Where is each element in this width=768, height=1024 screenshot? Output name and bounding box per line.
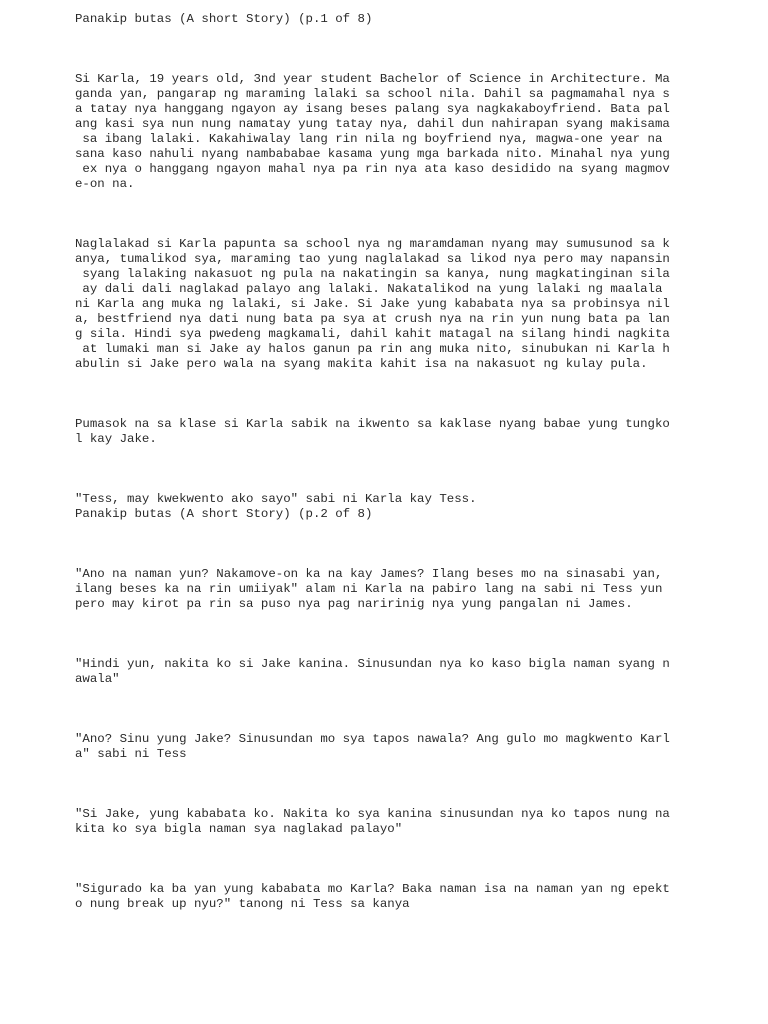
paragraph-1: [75, 72, 695, 192]
text-line: "Ano na naman yun? Nakamove-on ka na kay James? Ilang beses mo na sinasabi yan,: [75, 567, 663, 581]
text-line: ex nya o hanggang ngayon mahal nya pa rin nya ata kaso desidido na syang magmov: [75, 162, 670, 176]
paragraph-7: [75, 732, 695, 762]
paragraph-3: [75, 417, 695, 447]
text-line: "Si Jake, yung kababata ko. Nakita ko sya kanina sinusundan nya ko tapos nung na: [75, 807, 670, 821]
document-page: [75, 12, 695, 912]
text-line: "Hindi yun, nakita ko si Jake kanina. Sinusundan nya ko kaso bigla naman syang n: [75, 657, 670, 671]
text-line: Si Karla, 19 years old, 3nd year student Bachelor of Science in Architecture. Ma: [75, 72, 670, 86]
text-line: at lumaki man si Jake ay halos ganun pa rin ang muka nito, sinubukan ni Karla h: [75, 342, 670, 356]
page-header-1: Panakip butas (A short Story) (p.1 of 8): [75, 12, 373, 26]
text-line: sa ibang lalaki. Kakahiwalay lang rin nila ng boyfriend nya, magwa-one year na: [75, 132, 663, 146]
paragraph-2: [75, 237, 695, 372]
text-line: ay dali dali naglakad palayo ang lalaki. Nakatalikod na yung lalaki ng maalala: [75, 282, 663, 296]
text-line: awala": [75, 672, 120, 686]
text-line: anya, tumalikod sya, maraming tao yung naglalakad sa likod nya pero may napansin: [75, 252, 670, 266]
text-line: "Ano? Sinu yung Jake? Sinusundan mo sya tapos nawala? Ang gulo mo magkwento Karl: [75, 732, 670, 746]
text-line: ganda yan, pangarap ng maraming lalaki sa school nila. Dahil sa pagmamahal nya s: [75, 87, 670, 101]
page-header-2: Panakip butas (A short Story) (p.2 of 8): [75, 507, 373, 521]
text-line: pero may kirot pa rin sa puso nya pag naririnig nya yung pangalan ni James.: [75, 597, 633, 611]
paragraph-4: [75, 492, 695, 507]
text-line: a, bestfriend nya dati nung bata pa sya at crush nya na rin yun nung bata pa lan: [75, 312, 670, 326]
paragraph-6: [75, 657, 695, 687]
paragraph-8: [75, 807, 695, 837]
text-line: abulin si Jake pero wala na syang makita kahit isa na nakasuot ng kulay pula.: [75, 357, 648, 371]
text-line: syang lalaking nakasuot ng pula na nakatingin sa kanya, nung magkatinginan sila: [75, 267, 670, 281]
text-line: "Sigurado ka ba yan yung kababata mo Karla? Baka naman isa na naman yan ng epekt: [75, 882, 670, 896]
paragraph-5: [75, 567, 695, 612]
text-line: a" sabi ni Tess: [75, 747, 187, 761]
paragraph-9: [75, 882, 695, 912]
text-line: kita ko sya bigla naman sya naglakad palayo": [75, 822, 403, 836]
text-line: sana kaso nahuli nyang nambababae kasama yung mga barkada nito. Minahal nya yung: [75, 147, 670, 161]
text-line: ilang beses ka na rin umiiyak" alam ni Karla na pabiro lang na sabi ni Tess yun: [75, 582, 663, 596]
text-line: e-on na.: [75, 177, 135, 191]
text-line: "Tess, may kwekwento ako sayo" sabi ni Karla kay Tess.: [75, 492, 477, 506]
text-line: a tatay nya hanggang ngayon ay isang beses palang sya nagkakaboyfriend. Bata pal: [75, 102, 670, 116]
text-line: ang kasi sya nun nung namatay yung tatay nya, dahil dun nahirapan syang makisama: [75, 117, 670, 131]
text-line: o nung break up nyu?" tanong ni Tess sa kanya: [75, 897, 410, 911]
text-line: Pumasok na sa klase si Karla sabik na ikwento sa kaklase nyang babae yung tungko: [75, 417, 670, 431]
text-line: ni Karla ang muka ng lalaki, si Jake. Si Jake yung kababata nya sa probinsya nil: [75, 297, 670, 311]
text-line: l kay Jake.: [75, 432, 157, 446]
text-line: g sila. Hindi sya pwedeng magkamali, dahil kahit matagal na silang hindi nagkita: [75, 327, 670, 341]
text-line: Naglalakad si Karla papunta sa school nya ng maramdaman nyang may sumusunod sa k: [75, 237, 670, 251]
